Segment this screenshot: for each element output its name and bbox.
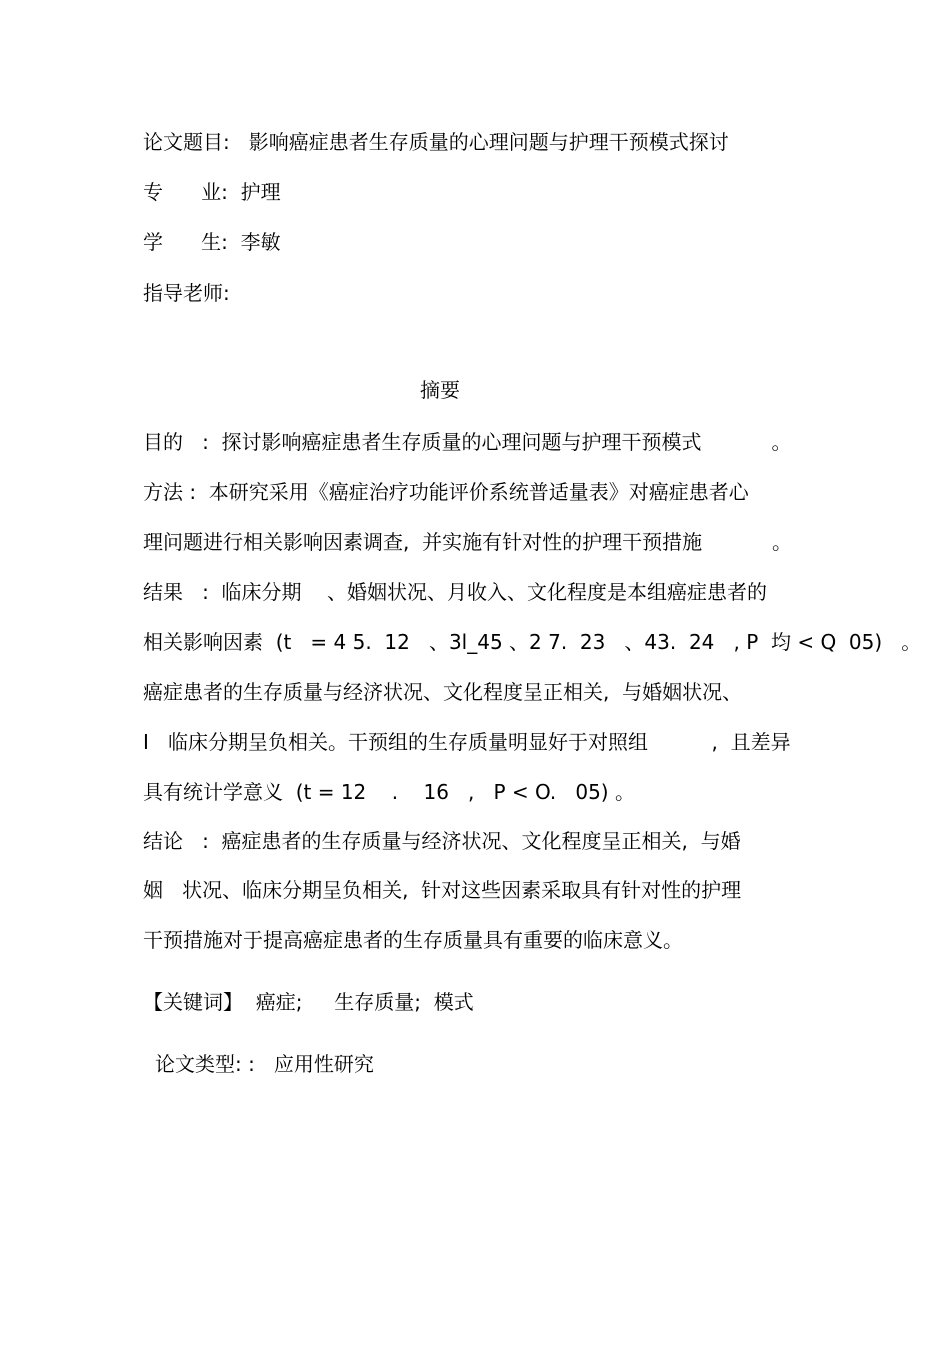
abstract-line: 姻 状况、临床分期呈负相关, 针对这些因素采取具有针对性的护理	[143, 878, 742, 902]
abstract-line: I 临床分期呈负相关。干预组的生存质量明显好于对照组 , 且差异	[143, 730, 791, 754]
thesis-title: 论文题目: 影响癌症患者生存质量的心理问题与护理干预模式探讨	[143, 130, 729, 154]
thesis-type: 论文类型: : 应用性研究	[155, 1052, 374, 1076]
abstract-line: 理问题进行相关影响因素调查, 并实施有针对性的护理干预措施 。	[143, 530, 793, 554]
keywords: 【关键词】 癌症; 生存质量; 模式	[143, 990, 474, 1014]
abstract-line: 具有统计学意义 (t = 12 . 16 , P < O. 05) 。	[143, 780, 635, 804]
abstract-line: 结果 : 临床分期 、婚姻状况、月收入、文化程度是本组癌症患者的	[143, 580, 767, 604]
abstract-line: 方法 : 本研究采用《癌症治疗功能评价系统普适量表》对癌症患者心	[143, 480, 749, 504]
abstract-line: 干预措施对于提高癌症患者的生存质量具有重要的临床意义。	[143, 928, 683, 952]
advisor-field: 指导老师:	[143, 281, 230, 305]
abstract-heading: 摘要	[420, 378, 460, 402]
abstract-line: 目的 : 探讨影响癌症患者生存质量的心理问题与护理干预模式 。	[143, 430, 792, 454]
abstract-line: 癌症患者的生存质量与经济状况、文化程度呈正相关, 与婚姻状况、	[143, 680, 743, 704]
student-field: 学 生: 李敏	[143, 230, 281, 254]
major-field: 专 业: 护理	[143, 180, 281, 204]
abstract-line: 相关影响因素 (t = 4 5. 12 、3l_45 、2 7. 23 、43. 24 , P 均 < Q 05) 。	[143, 630, 922, 654]
abstract-line: 结论 : 癌症患者的生存质量与经济状况、文化程度呈正相关, 与婚	[143, 829, 741, 853]
